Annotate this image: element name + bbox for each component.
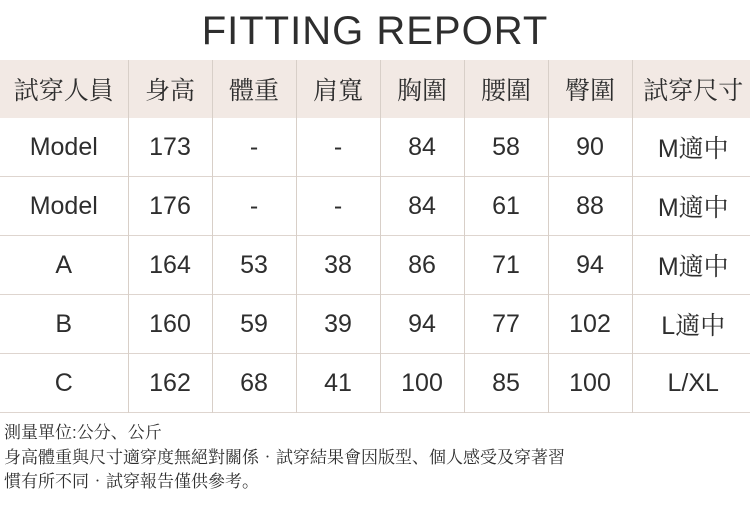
- column-header-waist: 腰圍: [464, 60, 548, 118]
- page-title: FITTING REPORT: [201, 9, 549, 53]
- column-header-bust: 胸圍: [380, 60, 464, 118]
- column-header-weight: 體重: [212, 60, 296, 118]
- footnotes: [0, 413, 750, 495]
- table-row: [0, 354, 750, 413]
- cell-weight: -: [212, 118, 296, 177]
- table-header-row: [0, 60, 750, 118]
- cell-size: M適中: [657, 135, 729, 163]
- footnote-line: 慣有所不同‧試穿報告僅供參考。: [4, 472, 259, 492]
- cell-person: B: [0, 295, 128, 354]
- cell-bust: 84: [380, 177, 464, 236]
- column-header-height: 身高: [128, 60, 212, 118]
- cell-height: 164: [128, 236, 212, 295]
- cell-person: A: [0, 236, 128, 295]
- cell-weight: 68: [212, 354, 296, 413]
- cell-height: 160: [128, 295, 212, 354]
- cell-bust: 94: [380, 295, 464, 354]
- cell-bust: 100: [380, 354, 464, 413]
- table-body: [0, 118, 750, 413]
- cell-bust: 84: [380, 118, 464, 177]
- table-row: [0, 177, 750, 236]
- cell-waist: 77: [464, 295, 548, 354]
- cell-shoulder: 41: [296, 354, 380, 413]
- cell-height: 162: [128, 354, 212, 413]
- column-header-hip: 臀圍: [548, 60, 632, 118]
- cell-height: 173: [128, 118, 212, 177]
- table-row: [0, 118, 750, 177]
- cell-person: Model: [0, 177, 128, 236]
- table-row: [0, 295, 750, 354]
- column-header-person: 試穿人員: [0, 60, 128, 118]
- footnote-line: 身高體重與尺寸適穿度無絕對關係‧試穿結果會因版型、個人感受及穿著習: [4, 447, 565, 467]
- column-header-shoulder: 肩寬: [296, 60, 380, 118]
- cell-height: 176: [128, 177, 212, 236]
- column-header-size: 試穿尺寸: [643, 77, 744, 105]
- cell-shoulder: -: [296, 177, 380, 236]
- cell-hip: 102: [548, 295, 632, 354]
- cell-person: Model: [0, 118, 128, 177]
- fitting-report-table: [0, 60, 750, 413]
- cell-size: L適中: [661, 312, 726, 340]
- cell-shoulder: 39: [296, 295, 380, 354]
- footnote-line: 測量單位:公分、公斤: [4, 423, 162, 442]
- cell-hip: 90: [548, 118, 632, 177]
- cell-waist: 71: [464, 236, 548, 295]
- cell-size: M適中: [657, 253, 729, 281]
- cell-weight: -: [212, 177, 296, 236]
- cell-shoulder: 38: [296, 236, 380, 295]
- cell-weight: 59: [212, 295, 296, 354]
- cell-waist: 61: [464, 177, 548, 236]
- cell-weight: 53: [212, 236, 296, 295]
- table-header: [0, 60, 750, 118]
- cell-waist: 85: [464, 354, 548, 413]
- cell-hip: 100: [548, 354, 632, 413]
- cell-waist: 58: [464, 118, 548, 177]
- cell-hip: 94: [548, 236, 632, 295]
- cell-bust: 86: [380, 236, 464, 295]
- cell-size: L/XL: [667, 368, 719, 397]
- cell-shoulder: -: [296, 118, 380, 177]
- cell-size: M適中: [657, 194, 729, 222]
- cell-hip: 88: [548, 177, 632, 236]
- cell-person: C: [0, 354, 128, 413]
- table-row: [0, 236, 750, 295]
